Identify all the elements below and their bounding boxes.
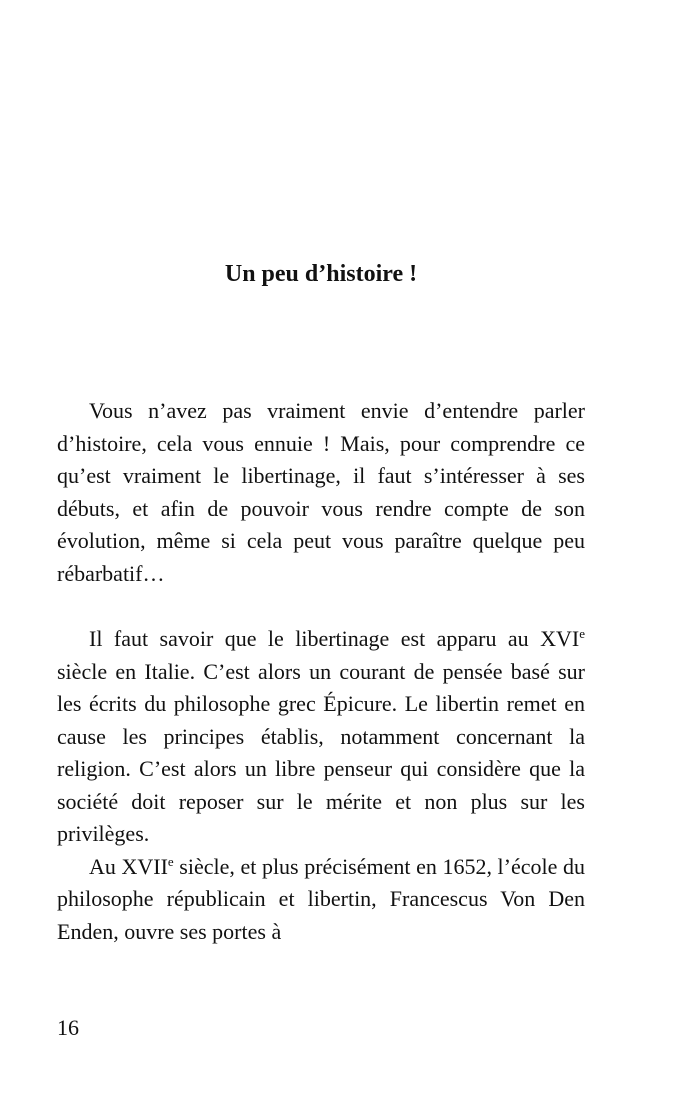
chapter-title: Un peu d’histoire !	[224, 261, 418, 287]
paragraph-2-text-b: siècle en Italie. C’est alors un courant de pensée basé sur les écrits du philosophe grec Épicure. Le libertin remet en cause les principes établis, notamment concernant la religion. C’est alors un libre penseur qui considère que la société doit reposer sur le mérite et non plus sur les privilèges.	[57, 658, 585, 846]
paragraph-spacer	[57, 590, 585, 623]
page-number: 16	[57, 1015, 79, 1040]
century-superscript: e	[579, 626, 585, 641]
century-superscript: e	[167, 853, 174, 869]
paragraph-2	[57, 623, 585, 851]
paragraph-1: Vous n’avez pas vraiment envie d’entendre parler d’histoire, cela vous ennuie ! Mais, pour comprendre ce qu’est vraiment le libertinage, il faut s’intéresser à ses débuts, et afin de pouvoir vous rendre compte de son évolution, même si cela peut vous paraître quelque peu rébarbatif…	[57, 398, 585, 586]
paragraph-3-text-b: siècle, et plus précisément en 1652, l’école du philosophe républicain et libertin, Francescus Von Den Enden, ouvre ses portes à	[57, 853, 585, 944]
body-text	[57, 395, 585, 948]
paragraph-2-text-a: Il faut savoir que le libertinage est apparu au XVI	[89, 626, 580, 651]
book-page	[57, 0, 585, 1110]
paragraph-3-text-a: Au XVII	[89, 853, 168, 879]
paragraph-3	[57, 851, 585, 949]
